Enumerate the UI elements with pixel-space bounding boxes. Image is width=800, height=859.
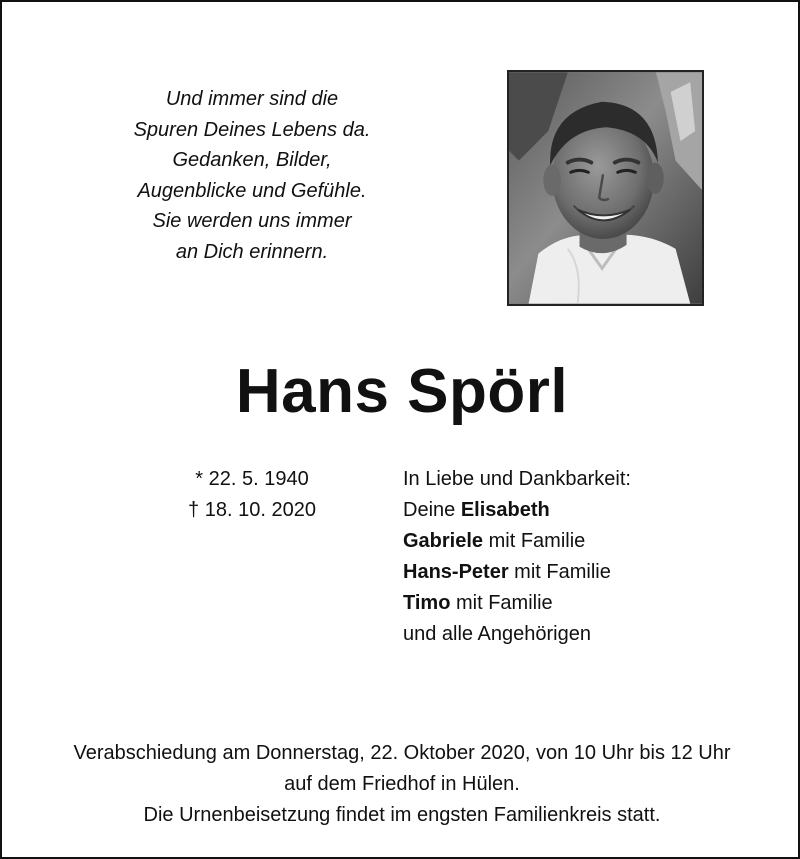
mourner-line (403, 526, 763, 557)
mourners-intro: In Liebe und Dankbarkeit: (403, 468, 631, 490)
mourners-list (403, 464, 763, 650)
poem-line: an Dich erinnern. (175, 240, 329, 263)
footer-line: Die Urnenbeisetzung findet im engsten Familienkreis statt. (143, 804, 661, 826)
mourner-line (403, 588, 763, 619)
mourner-name: Timo (403, 592, 451, 614)
funeral-details (2, 738, 800, 831)
mourner-name: Gabriele (403, 530, 484, 552)
mourner-line (403, 557, 763, 588)
mourner-suffix: mit Familie (508, 561, 611, 583)
birth-date: * 22. 5. 1940 (195, 468, 309, 490)
mourner-name: Hans-Peter (403, 561, 509, 583)
mourner-suffix: mit Familie (450, 592, 553, 614)
portrait-photo (507, 70, 704, 306)
mourner-name: Elisabeth (460, 499, 550, 521)
death-date: † 18. 10. 2020 (188, 499, 316, 521)
mourner-prefix: Deine (403, 499, 461, 521)
life-dates (152, 464, 352, 526)
mourners-closing: und alle Angehörigen (403, 623, 591, 645)
poem-line: Und immer sind die (165, 88, 339, 110)
mourner-suffix: mit Familie (483, 530, 586, 552)
footer-line: Verabschiedung am Donnerstag, 22. Oktober 2020, von 10 Uhr bis 12 Uhr (73, 742, 731, 764)
deceased-name: Hans Spörl (235, 357, 569, 426)
portrait-image (509, 72, 702, 304)
poem-line: Sie werden uns immer (152, 210, 352, 232)
poem-line: Gedanken, Bilder, (172, 149, 332, 171)
footer-line: auf dem Friedhof in Hülen. (284, 773, 520, 795)
poem-line: Augenblicke und Gefühle. (137, 179, 367, 202)
poem-line: Spuren Deines Lebens da. (133, 118, 371, 141)
memorial-poem (102, 84, 402, 267)
mourner-line (403, 495, 763, 526)
